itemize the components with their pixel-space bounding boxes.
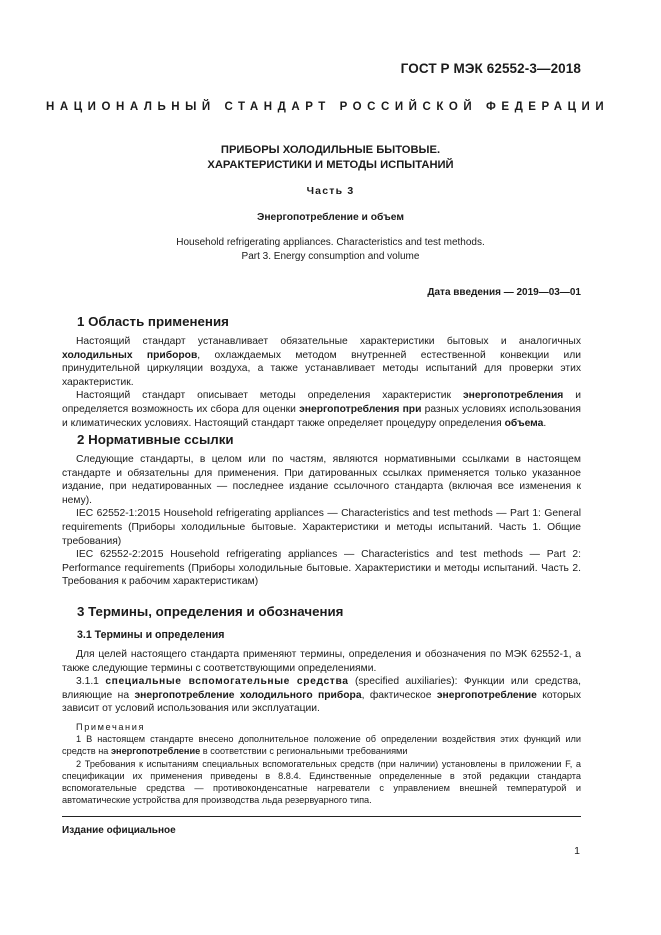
text: , охлаждаемых методом внутренней естественной конвекции или принудительной циркуляции воздуха, а также устанавливает методы испытаний для проверки этих характеристик. — [62, 349, 581, 388]
text: которых зависит от условий использования или эксплуатации. — [62, 689, 581, 715]
notes-heading-label: Примечания — [76, 722, 146, 732]
section-2-paragraph-2: IEC 62552-1:2015 Household refrigerating appliances — Characteristics and test methods — Part 1: General requirements (Приборы холодильные бытовые. Характеристики и методы испытаний. Часть 1. Общие требования) — [62, 508, 581, 547]
footer-divider — [62, 816, 581, 817]
definition-3-1-1 — [62, 675, 581, 716]
english-title-line-2: Part 3. Energy consumption and volume — [241, 250, 420, 262]
standard-number: ГОСТ Р МЭК 62552-3—2018 — [400, 61, 581, 76]
section-1-heading: 1 Область применения — [77, 314, 229, 329]
text: разных условиях использования и климатических условиях. Настоящий стандарт также определяет процедуру определения — [62, 403, 581, 429]
notes-heading — [62, 721, 581, 733]
notes-block — [62, 721, 581, 806]
section-1-paragraph-2 — [62, 389, 581, 430]
section-1-body — [62, 335, 581, 430]
section-2-paragraph-1: Следующие стандарты, в целом или по частям, являются нормативными ссылками в настоящем стандарте и обязательны для применения. При датированных ссылках применяется только указанное издание, при недатированных — последнее издание ссылочного стандарта (включая все изменения к нему). — [62, 454, 581, 506]
section-3-paragraph-1: Для целей настоящего стандарта применяют термины, определения и обозначения по МЭК 62552-1, а также следующие термины с соответствующими определениями. — [62, 649, 581, 674]
section-3-body — [62, 648, 581, 716]
title-line-2: ХАРАКТЕРИСТИКИ И МЕТОДЫ ИСПЫТАНИЙ — [207, 158, 454, 171]
text: в соответствии с региональными требованиями — [200, 746, 408, 757]
definition-term: специальные вспомогательные средства — [105, 676, 349, 688]
text: , фактическое — [361, 689, 437, 701]
text: 1 В настоящем стандарте внесено дополнительное положение об определении воздействия этих функций или средств на — [62, 734, 581, 757]
section-3-heading: 3 Термины, определения и обозначения — [77, 604, 344, 619]
term-highlight: энергопотребление — [436, 689, 537, 701]
section-1-paragraph-1 — [62, 335, 581, 389]
official-edition-label: Издание официальное — [62, 825, 176, 836]
term-highlight: энергопотребления при — [299, 403, 422, 415]
term-highlight: энергопотребление — [110, 746, 201, 757]
english-title — [0, 236, 661, 263]
text: и определяется возможность их сбора для оценки — [62, 390, 581, 415]
section-3-1-heading: 3.1 Термины и определения — [77, 629, 225, 641]
section-2-heading: 2 Нормативные ссылки — [77, 432, 234, 447]
term-highlight: энергопотребления — [462, 390, 564, 402]
section-2-paragraph-3: IEC 62552-2:2015 Household refrigerating appliances — Characteristics and test methods — Part 2: Performance requirements (Приборы холодильные бытовые. Характеристики и методы испытаний. Часть 2. Требования к рабочим характеристикам) — [62, 549, 581, 588]
term-highlight: энергопотребление холодильного прибора — [134, 689, 362, 701]
note-2: 2 Требования к испытаниям специальных вспомогательных средств (при наличии) установлены в приложении F, а спецификации их применения приведены в 8.8.4. Единственные определенные в этой редакции стандарта вспомогательные средства — противоконденсатные нагреватели с управлением внешней температурой и автоматические устройства для производства льда резервуарного типа. — [62, 758, 581, 806]
title-line-1: ПРИБОРЫ ХОЛОДИЛЬНЫЕ БЫТОВЫЕ. — [220, 144, 441, 156]
english-title-line-1: Household refrigerating appliances. Characteristics and test methods. — [176, 237, 485, 248]
introduction-date: Дата введения — 2019—03—01 — [427, 287, 581, 298]
term-highlight: холодильных приборов — [62, 349, 198, 361]
section-2-body — [62, 453, 581, 589]
text: Настоящий стандарт описывает методы определения характеристик — [76, 390, 463, 402]
part-subtitle: Энергопотребление и объем — [257, 212, 404, 223]
national-standard-banner: НАЦИОНАЛЬНЫЙ СТАНДАРТ РОССИЙСКОЙ ФЕДЕРАЦИИ — [46, 101, 610, 113]
definition-number: 3.1.1 — [76, 676, 106, 688]
page-number: 1 — [574, 845, 580, 857]
term-highlight: объема — [504, 417, 544, 429]
text: Настоящий стандарт устанавливает обязательные характеристики бытовых и аналогичных — [76, 336, 581, 347]
text: . — [543, 417, 547, 429]
text: (specified auxiliaries): Функции или средства, влияющие на — [62, 676, 582, 701]
note-1 — [62, 733, 581, 757]
part-label: Часть 3 — [306, 185, 355, 197]
document-title — [0, 143, 661, 172]
